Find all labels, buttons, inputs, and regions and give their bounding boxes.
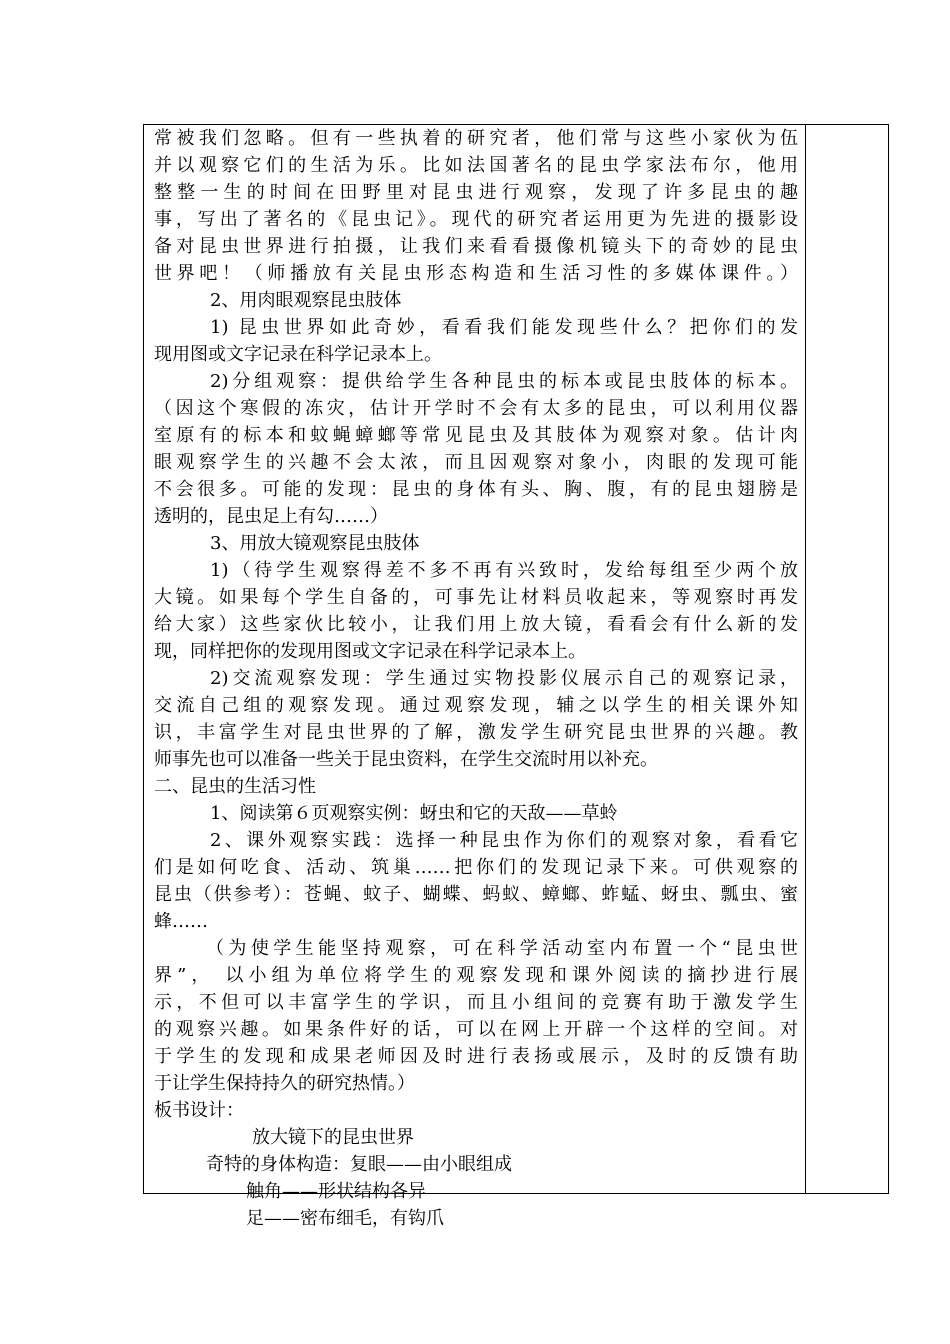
text-line: 世界吧！（师播放有关昆虫形态构造和生活习性的多媒体课件。）	[154, 263, 798, 284]
text-line: 识，丰富学生对昆虫世界的了解，激发学生研究昆虫世界的兴趣。教	[154, 722, 798, 743]
text-line: 备对昆虫世界进行拍摄，让我们来看看摄像机镜头下的奇妙的昆虫	[154, 236, 798, 257]
section-heading: 3、用放大镜观察昆虫肢体	[210, 533, 420, 554]
text-line: 给大家）这些家伙比较小，让我们用上放大镜，看看会有什么新的发	[154, 614, 798, 635]
text-line: 于学生的发现和成果老师因及时进行表扬或展示，及时的反馈有助	[154, 1046, 798, 1067]
text-line: 现，同样把你的发现用图或文字记录在科学记录本上。	[154, 641, 586, 662]
lesson-table	[143, 124, 889, 1229]
text-line: 室原有的标本和蚊蝇蟑螂等常见昆虫及其肢体为观察对象。估计肉	[154, 425, 798, 446]
text-line: 整整一生的时间在田野里对昆虫进行观察，发现了许多昆虫的趣	[154, 182, 798, 203]
lesson-content-cell	[154, 125, 798, 1232]
text-line: 们是如何吃食、活动、筑巢……把你们的发现记录下来。可供观察的	[154, 857, 798, 878]
board-line: 足——密布细毛，有钩爪	[246, 1208, 444, 1229]
text-line: 界”， 以小组为单位将学生的观察发现和课外阅读的摘抄进行展	[154, 965, 798, 986]
board-title: 放大镜下的昆虫世界	[252, 1127, 414, 1148]
text-line: 于让学生保持持久的研究热情。）	[154, 1073, 415, 1094]
text-line: 交流自己组的观察发现。通过观察发现，辅之以学生的相关课外知	[154, 695, 798, 716]
text-line: 1、阅读第６页观察实例：蚜虫和它的天敌——草蛉	[210, 803, 618, 824]
text-line: 2、课外观察实践：选择一种昆虫作为你们的观察对象，看看它	[210, 830, 798, 851]
text-line: 师事先也可以准备一些关于昆虫资料，在学生交流时用以补充。	[154, 749, 658, 770]
text-line: 常被我们忽略。但有一些执着的研究者，他们常与这些小家伙为伍	[154, 128, 798, 149]
text-line: （为使学生能坚持观察，可在科学活动室内布置一个“昆虫世	[206, 938, 798, 959]
section-heading: 板书设计：	[154, 1100, 244, 1121]
text-line: 眼观察学生的兴趣不会太浓，而且因观察对象小，肉眼的发现可能	[154, 452, 798, 473]
text-line: 透明的，昆虫足上有勾……）	[154, 506, 388, 527]
text-line: 2)交流观察发现：学生通过实物投影仪展示自己的观察记录，	[210, 668, 798, 689]
text-line: 不会很多。可能的发现：昆虫的身体有头、胸、腹，有的昆虫翅膀是	[154, 479, 798, 500]
text-line: 1) 昆虫世界如此奇妙，看看我们能发现些什么？把你们的发	[210, 317, 798, 338]
text-line: 的观察兴趣。如果条件好的话，可以在网上开辟一个这样的空间。对	[154, 1019, 798, 1040]
text-line: 示，不但可以丰富学生的学识，而且小组间的竞赛有助于激发学生	[154, 992, 798, 1013]
text-line: 大镜。如果每个学生自备的，可事先让材料员收起来，等观察时再发	[154, 587, 798, 608]
text-line: 蜂……	[154, 911, 208, 932]
text-line: 并以观察它们的生活为乐。比如法国著名的昆虫学家法布尔，他用	[154, 155, 798, 176]
section-heading: 2、用肉眼观察昆虫肢体	[210, 290, 402, 311]
text-line: 事，写出了著名的《昆虫记》。现代的研究者运用更为先进的摄影设	[154, 209, 798, 230]
column-divider	[805, 125, 806, 1193]
text-line: 1)（待学生观察得差不多不再有兴致时，发给每组至少两个放	[210, 560, 798, 581]
text-line: 2)分组观察：提供给学生各种昆虫的标本或昆虫肢体的标本。	[210, 371, 798, 392]
board-line: 奇特的身体构造：复眼——由小眼组成	[206, 1154, 512, 1175]
text-line: 现用图或文字记录在科学记录本上。	[154, 344, 442, 365]
text-line: （因这个寒假的冻灾，估计开学时不会有太多的昆虫，可以利用仪器	[154, 398, 798, 419]
text-line: 昆虫（供参考）：苍蝇、蚊子、蝴蝶、蚂蚁、蟑螂、蚱蜢、蚜虫、瓢虫、蜜	[154, 884, 798, 905]
board-line: 触角——形状结构各异	[246, 1181, 426, 1202]
section-heading: 二、昆虫的生活习性	[154, 776, 316, 797]
